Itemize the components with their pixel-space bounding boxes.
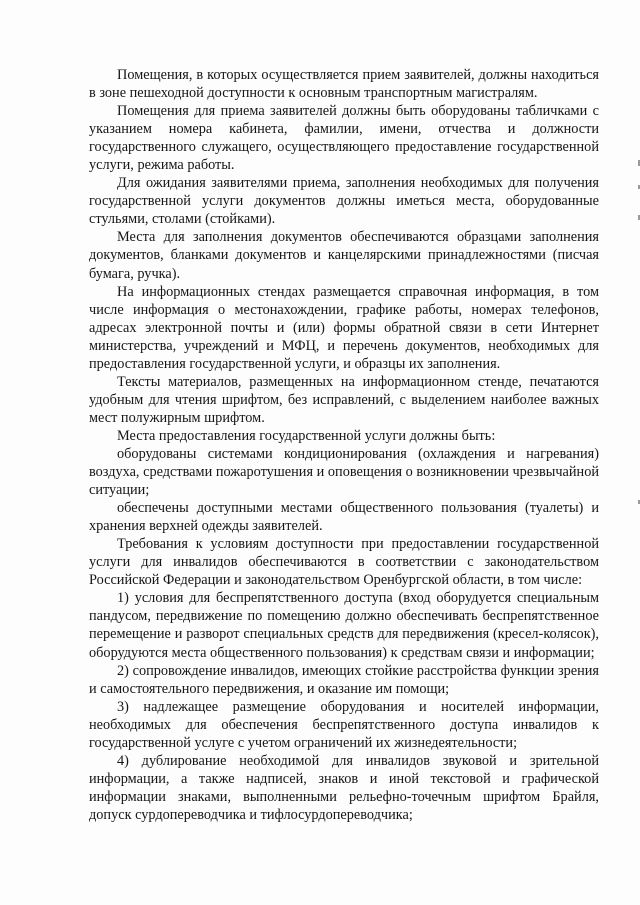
list-item-2: 2) сопровождение инвалидов, имеющих стойкие расстройства функции зрения и самостоятельного передвижения, и оказание им помощи;: [89, 662, 599, 697]
paragraph-info-stands: На информационных стендах размещается справочная информация, в том числе информация о местонахождении, графике работы, номерах телефонов, адресах электронной почты и (или) формы обратной связи в сети Интернет министерства, учреждений и МФЦ, и перечень документов, необходимых для предоставления государственной услуги, и образцы их заполнения.: [89, 283, 599, 372]
paragraph-stand-texts: Тексты материалов, размещенных на информационном стенде, печатаются удобным для чтения шрифтом, без исправлений, с выделением наиболее важных мест полужирным шрифтом.: [89, 373, 599, 426]
paragraph-waiting-places: Для ожидания заявителями приема, заполнения необходимых для получения государственной услуги документов должны иметься места, оборудованные стульями, столами (стойками).: [89, 175, 599, 228]
list-item-4: 4) дублирование необходимой для инвалидов звуковой и зрительной информации, а также надписей, знаков и иной текстовой и графической информации знаками, выполненными рельефно-точечным шрифтом Брайля, допуск сурдопереводчика и тифлосурдопереводчика;: [89, 752, 599, 823]
paragraph-public-facilities: обеспечены доступными местами общественного пользования (туалеты) и хранения верхней одежды заявителей.: [89, 500, 599, 535]
list-item-3: 3) надлежащее размещение оборудования и носителей информации, необходимых для обеспечения беспрепятственного доступа инвалидов к государственной услуге с учетом ограничений их жизнедеятельности;: [89, 698, 599, 751]
paragraph-premises-signs: Помещения для приема заявителей должны быть оборудованы табличками с указанием номера кабинета, фамилии, имени, отчества и должности государственного служащего, осуществляющего предоставление государственной услуги, режима работы.: [89, 103, 599, 174]
paragraph-conditioning: оборудованы системами кондиционирования (охлаждения и нагревания) воздуха, средствами пожаротушения и оповещения о возникновении чрезвычайной ситуации;: [89, 445, 599, 499]
list-item-1: 1) условия для беспрепятственного доступа (вход оборудуется специальным пандусом, передвижение по помещению должно обеспечивать беспрепятственное перемещение и разворот специальных средств для передвижения (кресел-колясок), оборудуются места общественного пользования) к средствам связи и информации;: [89, 590, 599, 661]
paragraph-service-places: Места предоставления государственной услуги должны быть:: [117, 427, 496, 444]
paragraph-premises-location: Помещения, в которых осуществляется прием заявителей, должны находиться в зоне пешеходной доступности к основным транспортным магистралям.: [89, 67, 599, 102]
paragraph-accessibility-requirements: Требования к условиям доступности при предоставлении государственной услуги для инвалидов обеспечиваются в соответствии с законодательством Российской Федерации и законодательством Оренбургской области, в том числе:: [89, 536, 599, 589]
paragraph-filling-places: Места для заполнения документов обеспечиваются образцами заполнения документов, бланками документов и канцелярскими принадлежностями (писчая бумага, ручка).: [89, 229, 599, 282]
document-body: [89, 66, 599, 824]
